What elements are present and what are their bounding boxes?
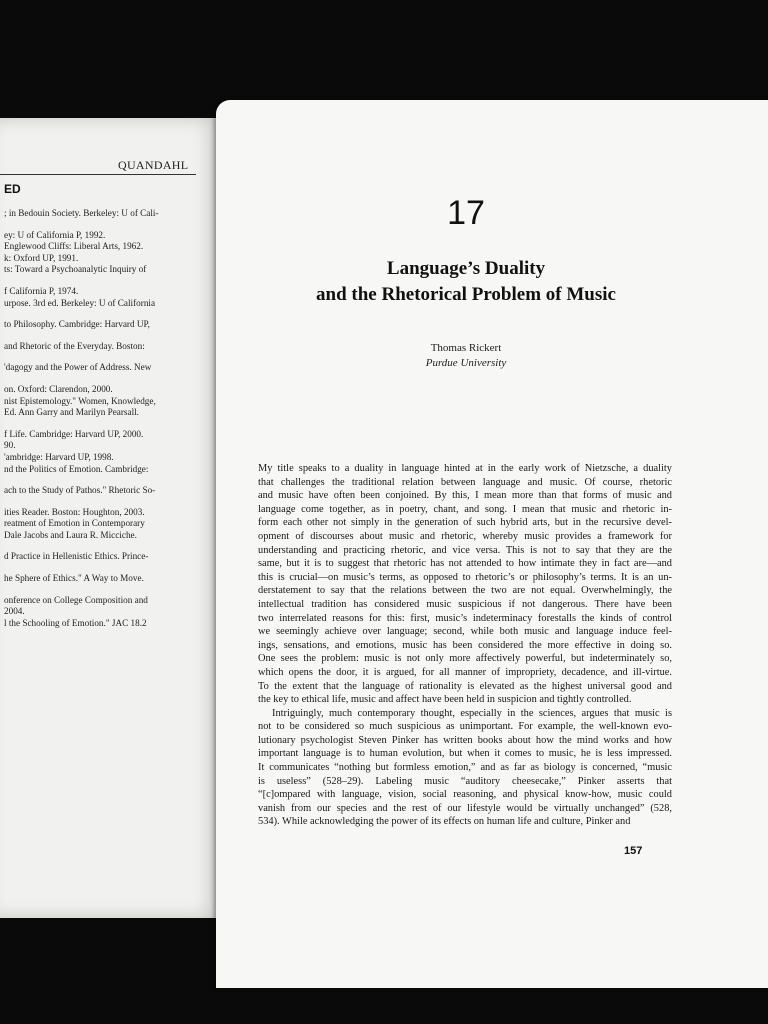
reference-line: 2004. — [4, 606, 25, 617]
body-line: important language is to human evolution, but when it comes to music, he is less impressed. — [258, 748, 672, 760]
chapter-title-line-1: Language’s Duality — [386, 258, 546, 279]
body-line: “[c]ompared with language, vision, social reasoning, and physical know-how, music could — [258, 789, 672, 801]
author-affiliation: Purdue University — [425, 357, 507, 369]
body-line: language come together, as in poetry, chant, and song. I mean that music and rhetoric in- — [258, 503, 672, 515]
body-line: 534). While acknowledging the power of its effects on human life and culture, Pinker and — [258, 816, 631, 828]
body-line: the key to ethical life, music and affect have been held in suspicion and tightly controlled. — [258, 694, 632, 706]
author-name: Thomas Rickert — [430, 342, 502, 354]
body-line: intellectual tradition has considered music suspicious if not dangerous. There have been — [258, 598, 672, 610]
running-head: QUANDAHL — [118, 158, 189, 172]
reference-line: f Life. Cambridge: Harvard UP, 2000. — [4, 428, 144, 439]
reference-gap — [4, 331, 204, 341]
reference-line: 90. — [4, 440, 16, 451]
reference-line: nd the Politics of Emotion. Cambridge: — [4, 463, 149, 474]
reference-line: 'dagogy and the Power of Address. New — [4, 362, 152, 373]
reference-line: onference on College Composition and — [4, 594, 148, 605]
section-heading: ED — [4, 182, 21, 196]
reference-gap — [4, 309, 204, 319]
body-line: One sees the problem: music is not only more affectively powerful, but indeterminately so, — [258, 653, 672, 665]
body-line: is useless” (528–29). Labeling music “auditory cheesecake,” Pinker asserts that — [258, 775, 672, 787]
reference-gap — [4, 374, 204, 384]
reference-line: d Practice in Hellenistic Ethics. Prince- — [4, 551, 149, 562]
body-text — [258, 462, 672, 829]
reference-gap — [4, 563, 204, 573]
reference-line: urpose. 3rd ed. Berkeley: U of California — [4, 297, 156, 308]
body-line: that challenges the traditional relation between language and music. Of course, rhetoric — [258, 476, 672, 488]
chapter-number: 17 — [447, 194, 485, 232]
body-line: we seemingly achieve over language; second, while both music and language induce feel- — [258, 626, 672, 638]
reference-line: ts: Toward a Psychoanalytic Inquiry of — [4, 264, 147, 275]
reference-line: nist Epistemology." Women, Knowledge, — [4, 395, 156, 406]
body-line: lutionary psychologist Steven Pinker has written books about how the mind works and how — [258, 734, 672, 746]
body-line: My title speaks to a duality in language hinted at in the early work of Nietzsche, a duality — [258, 463, 672, 474]
reference-line: f California P, 1974. — [4, 285, 79, 296]
reference-line: ey: U of California P, 1992. — [4, 229, 106, 240]
reference-gap — [4, 352, 204, 362]
reference-line: 'ambridge: Harvard UP, 1998. — [4, 451, 114, 462]
reference-line: Englewood Cliffs: Liberal Arts, 1962. — [4, 241, 144, 252]
reference-line: reatment of Emotion in Contemporary — [4, 518, 145, 529]
body-line: It communicates “nothing but formless emotion,” and as far as biology is concerned, “music — [258, 762, 672, 774]
reference-line: ities Reader. Boston: Houghton, 2003. — [4, 506, 145, 517]
header-rule — [0, 174, 196, 175]
reference-gap — [4, 541, 204, 551]
reference-line: he Sphere of Ethics." A Way to Move. — [4, 573, 144, 584]
body-line: ings, sensations, and emotions, music has been considered the more effective in doing so. — [258, 639, 672, 651]
body-line: same, but it is to suggest that rhetoric has not attended to how intimate they in fact are—and — [258, 558, 672, 570]
reference-line: on. Oxford: Clarendon, 2000. — [4, 383, 113, 394]
reference-gap — [4, 475, 204, 485]
body-line: two interrelated reasons for this: first, music’s indeterminacy forestalls the kinds of control — [258, 612, 672, 624]
body-line: this is crucial—on music’s terms, as opposed to rhetoric’s or philosophy’s terms. It is an un- — [258, 571, 672, 583]
reference-line: Dale Jacobs and Laura R. Micciche. — [4, 529, 137, 540]
reference-line: ach to the Study of Pathos." Rhetoric So- — [4, 485, 156, 496]
reference-gap — [4, 585, 204, 595]
body-line: form each other not simply in the generation of such hybrid arts, but in the recursive devel- — [258, 517, 672, 529]
reference-gap — [4, 497, 204, 507]
page-number: 157 — [624, 845, 643, 857]
reference-line: to Philosophy. Cambridge: Harvard UP, — [4, 319, 150, 330]
body-line: opment of discourses about music and rhetoric, whereby music provides a framework for — [258, 530, 672, 542]
scan-bottom-margin — [0, 998, 768, 1024]
reference-line: k: Oxford UP, 1991. — [4, 252, 79, 263]
chapter-title — [216, 256, 716, 308]
body-line: which opens the door, it is argued, for all manner of impropriety, decadence, and ill-virtue. — [258, 666, 672, 678]
right-page — [216, 100, 768, 988]
reference-list — [4, 208, 204, 629]
body-line: not to be considered so much suspicious as unimportant. For example, the well-known evo- — [258, 721, 672, 733]
body-line: understanding and practicing rhetoric, and vice versa. This is not to say that they are the — [258, 544, 672, 556]
reference-line: and Rhetoric of the Everyday. Boston: — [4, 340, 145, 351]
reference-line: ; in Bedouin Society. Berkeley: U of Cali- — [4, 208, 159, 218]
body-line: and music have often been conjoined. By this, I mean more than that forms of music and — [258, 490, 672, 502]
reference-gap — [4, 220, 204, 230]
reference-line: Ed. Ann Garry and Marilyn Pearsall. — [4, 407, 139, 418]
body-line: vanish from our species and the rest of our lifestyle would be virtually unchanged” (528, — [258, 802, 672, 814]
reference-gap — [4, 276, 204, 286]
body-line: To the extent that the language of rationality is elevated as the highest universal good and — [258, 680, 672, 692]
reference-line: l the Schooling of Emotion." JAC 18.2 — [4, 617, 147, 628]
chapter-title-line-2: and the Rhetorical Problem of Music — [316, 284, 616, 305]
reference-gap — [4, 419, 204, 429]
body-line: derstatement to say that the relations between the two are not equal. Overwhelmingly, the — [258, 585, 672, 597]
left-page — [0, 118, 222, 918]
body-line: Intriguingly, much contemporary thought, especially in the sciences, argues that music is — [272, 707, 672, 719]
